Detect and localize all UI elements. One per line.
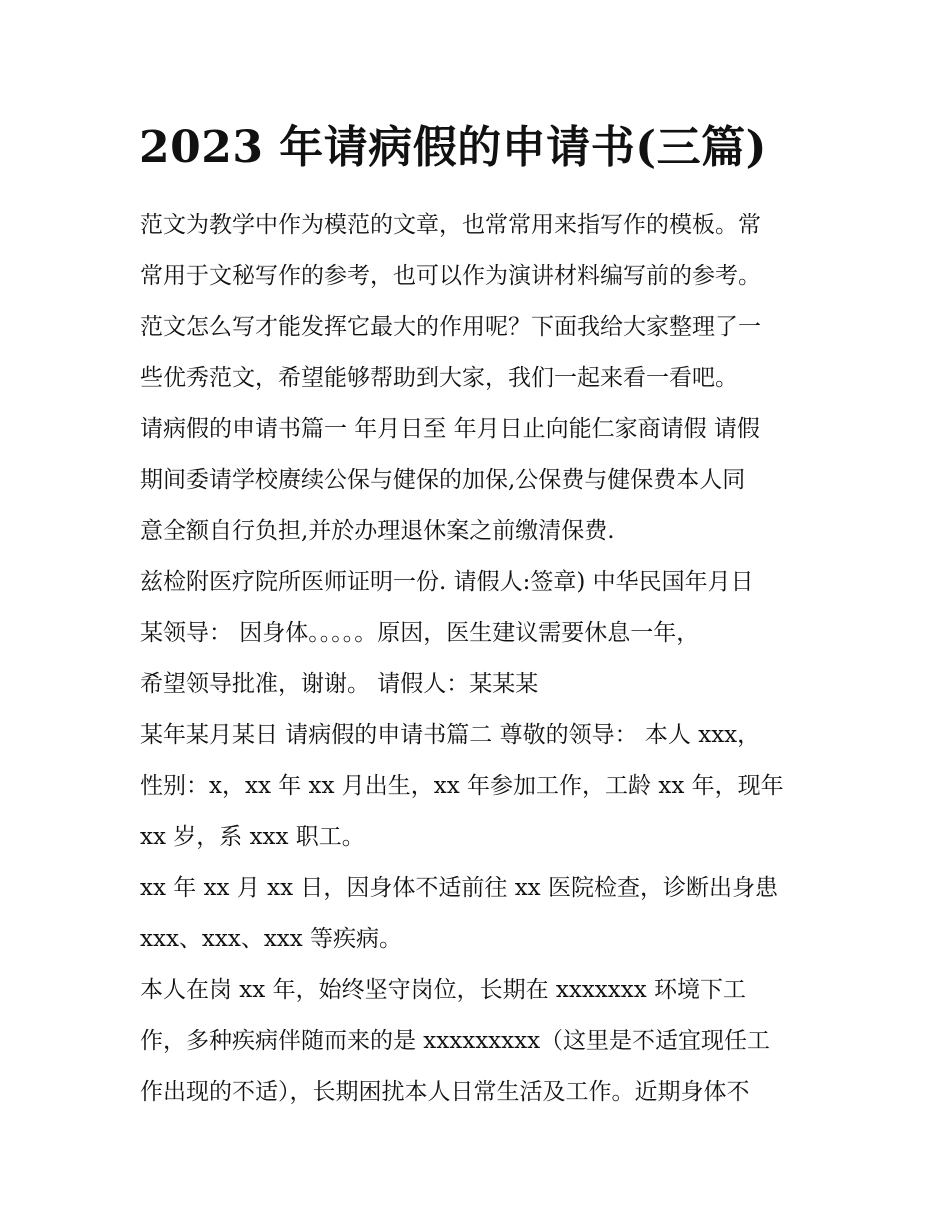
text-line: 希望领导批准，谢谢。 请假人：某某某	[140, 671, 539, 697]
page-title: 2023 年请病假的申请书(三篇)	[139, 122, 767, 173]
text-line: 兹检附医疗院所医师证明一份. 请假人:签章) 中华民国年月日	[140, 569, 754, 595]
text-line: 意全额自行负担,并於办理退休案之前缴清保费.	[140, 518, 615, 544]
text-line: 某年某月某日 请病假的申请书篇二 尊敬的领导： 本人 xxx，	[140, 722, 761, 748]
text-line: 期间委请学校赓续公保与健保的加保,公保费与健保费本人同	[140, 467, 746, 493]
text-line: 范文怎么写才能发挥它最大的作用呢？下面我给大家整理了一	[140, 314, 761, 340]
document-body	[140, 200, 820, 1118]
text-line: xx 年 xx 月 xx 日，因身体不适前往 xx 医院检查，诊断出身患	[140, 875, 778, 901]
text-line: 作，多种疾病伴随而来的是 xxxxxxxxx（这里是不适宜现任工	[140, 1028, 771, 1054]
text-line: 作出现的不适），长期困扰本人日常生活及工作。近期身体不	[140, 1079, 750, 1105]
text-line: 些优秀范文，希望能够帮助到大家，我们一起来看一看吧。	[140, 365, 738, 391]
text-line: 某领导： 因身体。。。。。原因，医生建议需要休息一年，	[140, 620, 700, 646]
text-line: 性别：x，xx 年 xx 月出生，xx 年参加工作，工龄 xx 年，现年	[140, 773, 784, 799]
text-line: 请病假的申请书篇一 年月日至 年月日止向能仁家商请假 请假	[140, 416, 760, 442]
text-line: 范文为教学中作为模范的文章，也常常用来指写作的模板。常	[140, 212, 761, 238]
text-line: xxx、xxx、xxx 等疾病。	[140, 926, 403, 952]
text-line: xx 岁，系 xxx 职工。	[140, 824, 365, 850]
text-line: 本人在岗 xx 年，始终坚守岗位，长期在 xxxxxxx 环境下工	[140, 977, 746, 1003]
text-line: 常用于文秘写作的参考，也可以作为演讲材料编写前的参考。	[140, 263, 761, 289]
